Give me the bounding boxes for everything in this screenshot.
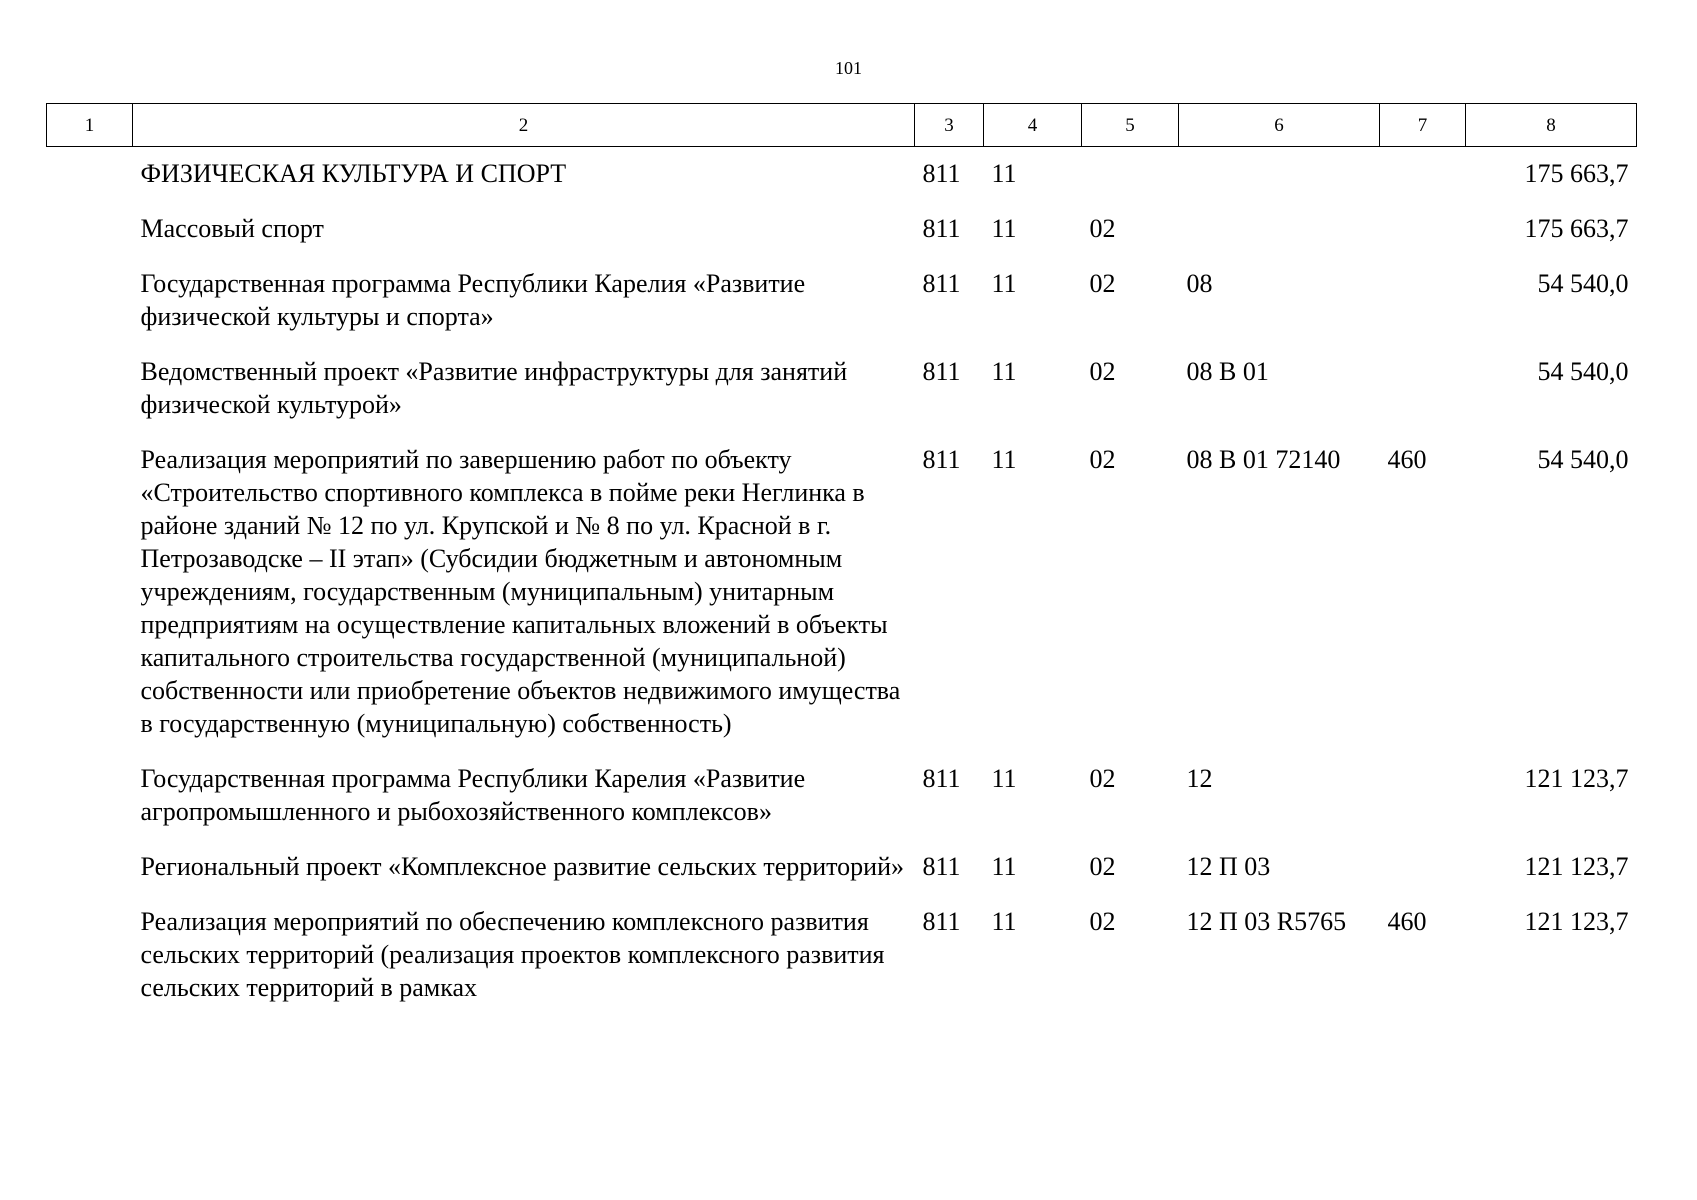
header-col-2: 2 — [133, 104, 915, 147]
cell-number — [47, 259, 133, 347]
cell-expense-type — [1380, 259, 1466, 347]
cell-expense-type — [1380, 754, 1466, 842]
table-row — [47, 147, 1637, 205]
cell-subsection — [1082, 147, 1179, 205]
cell-number — [47, 897, 133, 1018]
cell-section: 11 — [991, 269, 1017, 298]
cell-name: Массовый спорт — [140, 214, 324, 243]
cell-name: Ведомственный проект «Развитие инфраструктуры для занятий физической культурой» — [140, 357, 848, 419]
cell-target: 12 — [1186, 764, 1213, 793]
cell-amount: 175 663,7 — [1524, 214, 1629, 243]
cell-ministry: 811 — [922, 269, 961, 298]
cell-number — [47, 204, 133, 259]
cell-ministry: 811 — [922, 214, 961, 243]
cell-target: 08 — [1186, 269, 1213, 298]
table-row — [47, 347, 1637, 435]
cell-amount: 54 540,0 — [1537, 445, 1629, 474]
cell-name: Реализация мероприятий по завершению работ по объекту «Строительство спортивного комплекса в пойме реки Неглинка в районе зданий № 12 по ул. Крупской и № 8 по ул. Красной в г. Петрозаводске – II этап» (Субсидии бюджетным и автономным учреждениям, государственным (муниципальным) унитарным предприятиям на осуществление капитальных вложений в объекты капитального строительства государственной (муниципальной) собственности или приобретение объектов недвижимого имущества в государственную (муниципальную) собственность) — [140, 445, 901, 738]
header-col-8: 8 — [1466, 104, 1637, 147]
table-row — [47, 435, 1637, 754]
table-header — [47, 104, 1637, 147]
cell-section: 11 — [991, 852, 1017, 881]
cell-target: 12 П 03 R5765 — [1186, 907, 1347, 936]
table-row — [47, 897, 1637, 1018]
header-row — [47, 104, 1637, 147]
cell-section: 11 — [991, 159, 1017, 188]
cell-number — [47, 347, 133, 435]
cell-target: 08 В 01 — [1186, 357, 1269, 386]
cell-expense-type — [1380, 204, 1466, 259]
table-row — [47, 842, 1637, 897]
cell-ministry: 811 — [922, 159, 961, 188]
header-col-4: 4 — [984, 104, 1082, 147]
cell-ministry: 811 — [922, 852, 961, 881]
page-number: 101 — [835, 58, 862, 78]
cell-subsection: 02 — [1089, 907, 1116, 936]
header-col-1: 1 — [47, 104, 133, 147]
cell-name: Реализация мероприятий по обеспечению комплексного развития сельских территорий (реализация проектов комплексного развития сельских территорий в рамках — [140, 907, 885, 1002]
cell-section: 11 — [991, 357, 1017, 386]
cell-name: Государственная программа Республики Карелия «Развитие агропромышленного и рыбохозяйственного комплексов» — [140, 764, 806, 826]
cell-ministry: 811 — [922, 445, 961, 474]
header-col-7: 7 — [1380, 104, 1466, 147]
cell-subsection: 02 — [1089, 357, 1116, 386]
cell-name: ФИЗИЧЕСКАЯ КУЛЬТУРА И СПОРТ — [140, 159, 567, 188]
cell-subsection: 02 — [1089, 445, 1116, 474]
cell-amount: 54 540,0 — [1537, 269, 1629, 298]
table-row — [47, 259, 1637, 347]
cell-section: 11 — [991, 764, 1017, 793]
table-body — [47, 147, 1637, 1019]
header-col-6: 6 — [1179, 104, 1380, 147]
cell-amount: 121 123,7 — [1524, 907, 1629, 936]
cell-amount: 54 540,0 — [1537, 357, 1629, 386]
cell-expense-type: 460 — [1387, 907, 1427, 936]
cell-number — [47, 754, 133, 842]
cell-section: 11 — [991, 445, 1017, 474]
cell-subsection: 02 — [1089, 764, 1116, 793]
cell-subsection: 02 — [1089, 852, 1116, 881]
cell-ministry: 811 — [922, 907, 961, 936]
cell-number — [47, 147, 133, 205]
header-col-3: 3 — [915, 104, 984, 147]
cell-number — [47, 842, 133, 897]
cell-section: 11 — [991, 214, 1017, 243]
cell-name: Региональный проект «Комплексное развитие сельских территорий» — [140, 852, 904, 881]
cell-name: Государственная программа Республики Карелия «Развитие физической культуры и спорта» — [140, 269, 806, 331]
cell-target: 08 В 01 72140 — [1186, 445, 1341, 474]
header-col-5: 5 — [1082, 104, 1179, 147]
cell-subsection: 02 — [1089, 269, 1116, 298]
cell-subsection: 02 — [1089, 214, 1116, 243]
cell-target — [1179, 204, 1380, 259]
table-row — [47, 754, 1637, 842]
cell-target: 12 П 03 — [1186, 852, 1271, 881]
cell-amount: 121 123,7 — [1524, 764, 1629, 793]
cell-target — [1179, 147, 1380, 205]
cell-expense-type: 460 — [1387, 445, 1427, 474]
cell-ministry: 811 — [922, 357, 961, 386]
cell-section: 11 — [991, 907, 1017, 936]
budget-table — [46, 103, 1637, 1018]
cell-number — [47, 435, 133, 754]
cell-expense-type — [1380, 347, 1466, 435]
cell-ministry: 811 — [922, 764, 961, 793]
cell-expense-type — [1380, 842, 1466, 897]
cell-amount: 121 123,7 — [1524, 852, 1629, 881]
table-row — [47, 204, 1637, 259]
cell-amount: 175 663,7 — [1524, 159, 1629, 188]
cell-expense-type — [1380, 147, 1466, 205]
